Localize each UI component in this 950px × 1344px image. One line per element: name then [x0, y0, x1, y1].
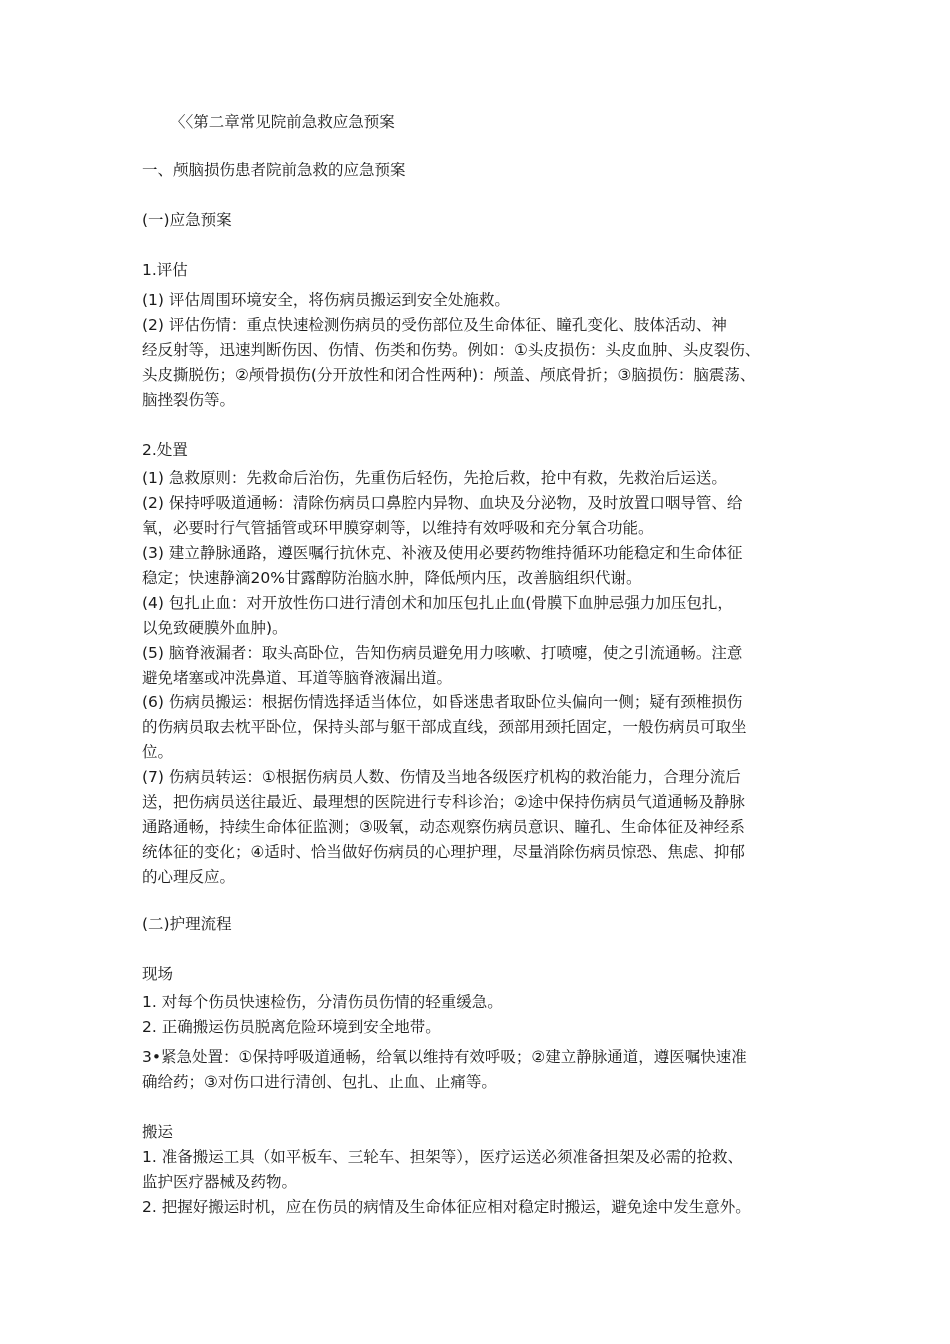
treat-line: (1) 急救原则：先救命后治伤，先重伤后轻伤，先抢后救，抢中有救，先救治后运送。	[142, 469, 727, 487]
treat-line: 的心理反应。	[142, 868, 236, 886]
treat-line: (2) 保持呼吸道通畅：清除伤病员口鼻腔内异物、血块及分泌物，及时放置口咽导管、给	[142, 494, 743, 512]
transport-line: 2. 把握好搬运时机，应在伤员的病情及生命体征应相对稳定时搬运，避免途中发生意外。	[142, 1198, 751, 1216]
transport-line: 监护医疗器械及药物。	[142, 1173, 298, 1191]
assess-line: 经反射等，迅速判断伤因、伤情、伤类和伤势。例如：①头皮损伤：头皮血肿、头皮裂伤、	[142, 341, 761, 359]
scene-item3-line: 3•紧急处置：①保持呼吸道通畅，给氧以维持有效呼吸；②建立静脉通道，遵医嘱快速准	[142, 1048, 747, 1066]
treat-line: 通路通畅，持续生命体征监测；③吸氧，动态观察伤病员意识、瞳孔、生命体征及神经系	[142, 818, 745, 836]
transport-line: 1. 准备搬运工具（如平板车、三轮车、担架等），医疗运送必须准备担架及必需的抢救、	[142, 1148, 743, 1166]
subsection-title-emergency-plan: (一)应急预案	[142, 211, 232, 229]
treat-line: (3) 建立静脉通路，遵医嘱行抗休克、补液及使用必要药物维持循环功能稳定和生命体征	[142, 544, 743, 562]
subsection-title-nursing-process: (二)护理流程	[142, 915, 232, 933]
treat-line: (6) 伤病员搬运：根据伤情选择适当体位，如昏迷患者取卧位头偏向一侧；疑有颈椎损伤	[142, 693, 743, 711]
treat-line: 稳定；快速静滴20%甘露醇防治脑水肿，降低颅内压，改善脑组织代谢。	[142, 569, 642, 587]
treat-line: (7) 伤病员转运：①根据伤病员人数、伤情及当地各级医疗机构的救治能力，合理分流后	[142, 768, 741, 786]
assess-heading: 1.评估	[142, 261, 188, 279]
assess-line: 脑挫裂伤等。	[142, 391, 236, 409]
chapter-title: 〈〈第二章常见院前急救应急预案	[170, 113, 395, 131]
scene-item3-line: 确给药；③对伤口进行清创、包扎、止血、止痛等。	[142, 1073, 497, 1091]
scene-line: 2. 正确搬运伤员脱离危险环境到安全地带。	[142, 1018, 441, 1036]
treat-line: 送，把伤病员送往最近、最理想的医院进行专科诊治；②途中保持伤病员气道通畅及静脉	[142, 793, 745, 811]
treat-heading: 2.处置	[142, 441, 188, 459]
treat-line: 的伤病员取去枕平卧位，保持头部与躯干部成直线，颈部用颈托固定，一般伤病员可取坐	[142, 718, 747, 736]
treat-line: 避免堵塞或冲洗鼻道、耳道等脑脊液漏出道。	[142, 669, 453, 687]
treat-line: (5) 脑脊液漏者：取头高卧位，告知伤病员避免用力咳嗽、打喷嚏，使之引流通畅。注意	[142, 644, 743, 662]
treat-line: (4) 包扎止血：对开放性伤口进行清创术和加压包扎止血(骨膜下血肿忌强力加压包扎，	[142, 594, 733, 612]
section-title: 一、颅脑损伤患者院前急救的应急预案	[142, 161, 406, 179]
treat-line: 以免致硬膜外血肿)。	[142, 619, 288, 637]
treat-line: 位。	[142, 743, 174, 761]
scene-heading: 现场	[142, 965, 174, 983]
assess-line: (2) 评估伤情：重点快速检测伤病员的受伤部位及生命体征、瞳孔变化、肢体活动、神	[142, 316, 727, 334]
assess-line: (1) 评估周围环境安全，将伤病员搬运到安全处施救。	[142, 291, 510, 309]
scene-line: 1. 对每个伤员快速检伤，分清伤员伤情的轻重缓急。	[142, 993, 503, 1011]
treat-line: 统体征的变化；④适时、恰当做好伤病员的心理护理，尽量消除伤病员惊恐、焦虑、抑郁	[142, 843, 745, 861]
treat-line: 氧，必要时行气管插管或环甲膜穿刺等，以维持有效呼吸和充分氧合功能。	[142, 519, 654, 537]
transport-heading: 搬运	[142, 1123, 174, 1141]
assess-line: 头皮撕脱伤；②颅骨损伤(分开放性和闭合性两种)：颅盖、颅底骨折；③脑损伤：脑震荡、	[142, 366, 756, 384]
